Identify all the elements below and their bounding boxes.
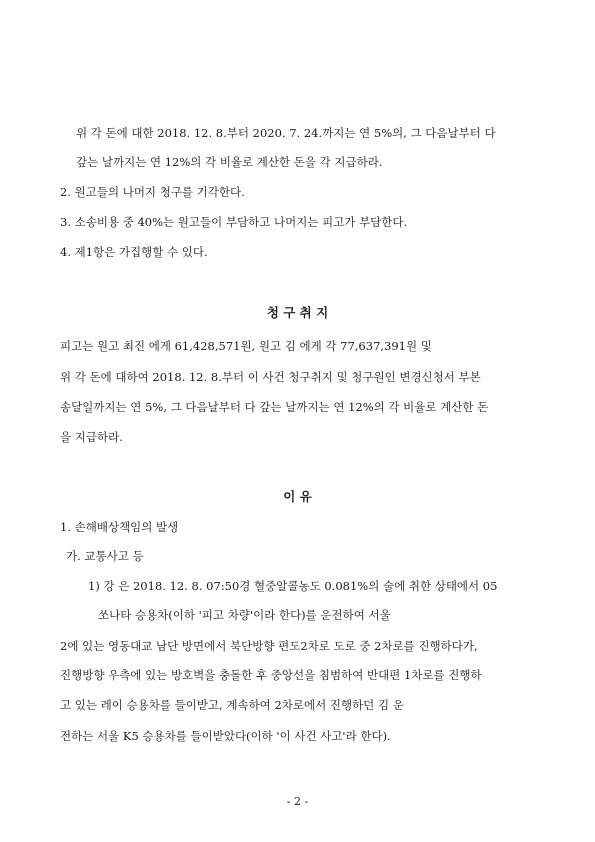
paragraph-line: 2. 원고들의 나머지 청구를 기각한다.: [60, 185, 245, 199]
claim-line: 송달일까지는 연 5%, 그 다음날부터 다 갚는 날까지는 연 12%의 각 비율로 계산한 돈: [60, 400, 489, 414]
claim-line: 을 지급하라.: [60, 430, 123, 444]
paragraph-line: 3. 소송비용 중 40%는 원고들이 부담하고 나머지는 피고가 부담한다.: [60, 215, 408, 229]
reason-line: 2에 있는 영동대교 남단 방면에서 북단방향 편도2차로 도로 중 2차로를 진행하다가,: [60, 639, 478, 653]
reason-heading: 이 유: [283, 489, 312, 504]
reason-line: 진행방향 우측에 있는 방호벽을 충돌한 후 중앙선을 침범하여 반대편 1차로를 진행하: [60, 668, 482, 682]
claim-heading: 청 구 취 지: [266, 305, 329, 320]
claim-line: 위 각 돈에 대하여 2018. 12. 8.부터 이 사건 청구취지 및 청구원인 변경신청서 부본: [60, 370, 481, 384]
paragraph-line: 위 각 돈에 대한 2018. 12. 8.부터 2020. 7. 24.까지는 연 5%의, 그 다음날부터 다: [76, 126, 496, 140]
paragraph-line: 4. 제1항은 가집행할 수 있다.: [60, 245, 208, 259]
section-title: 1. 손해배상책임의 발생: [60, 520, 179, 534]
reason-line: 쏘나타 승용차(이하 '피고 차량'이라 한다)를 운전하여 서울: [98, 608, 391, 622]
reason-line: 1) 강 은 2018. 12. 8. 07:50경 혈중알콜농도 0.081%의 술에 취한 상태에서 05: [88, 579, 498, 593]
page-number: - 2 -: [286, 795, 309, 808]
reason-line: 고 있는 레이 승용차를 들이받고, 계속하여 2차로에서 진행하던 김 운: [60, 698, 404, 712]
subsection-title: 가. 교통사고 등: [66, 549, 144, 563]
paragraph-line: 갚는 날까지는 연 12%의 각 비율로 계산한 돈을 각 지급하라.: [76, 155, 383, 169]
reason-line: 전하는 서울 K5 승용차를 들이받았다(이하 '이 사건 사고'라 한다).: [60, 729, 391, 743]
claim-line: 피고는 원고 최진 에게 61,428,571원, 원고 김 에게 각 77,637,391원 및: [60, 339, 432, 353]
